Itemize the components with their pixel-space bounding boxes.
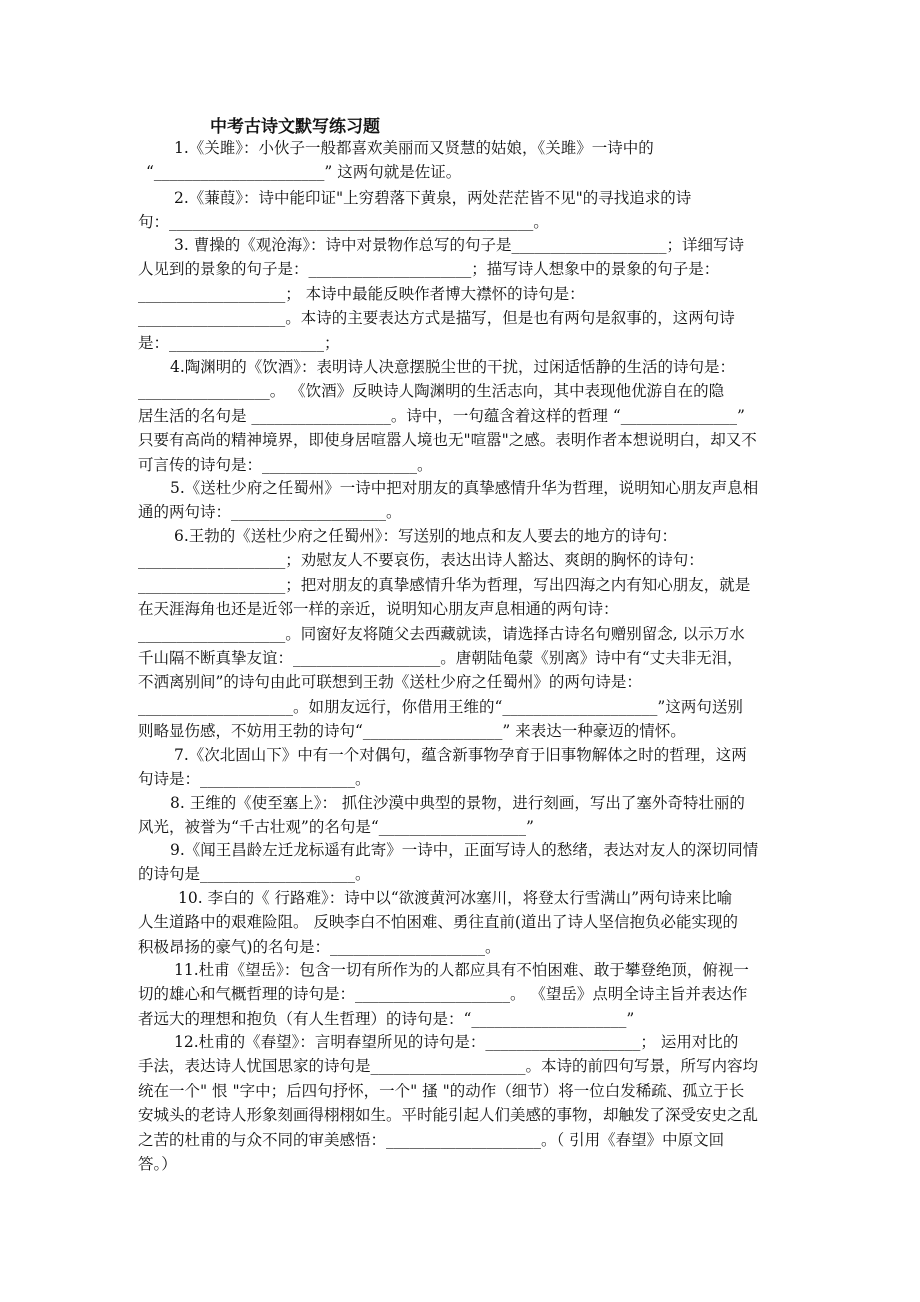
question-line: 千山隔不断真挚友谊：___________________。唐朝陆龟蒙《别离》诗中有“丈夫非无泪， — [138, 648, 743, 667]
question-2 — [138, 186, 798, 235]
question-line: 统在一个" 恨 "字中；后四句抒怀，一个" 搔 "的动作（细节）将一位白发稀疏、孤立于长 — [138, 1081, 745, 1100]
question-line: 10. 李白的《 行路难》：诗中以“欲渡黄河冰塞川，将登太行雪满山”两句诗来比喻 — [178, 889, 733, 907]
question-line: ___________________； 本诗中最能反映作者博大襟怀的诗句是： — [138, 284, 585, 303]
question-line: ___________________；把对朋友的真挚感情升华为哲理，写出四海之内有知心朋友，就是 — [138, 575, 751, 594]
question-line: 7.《次北固山下》中有一个对偶句，蕴含新事物孕育于旧事物解体之时的哲理，这两 — [174, 746, 747, 764]
question-line: 则略显伤感，不妨用王勃的诗句“__________________” 来表达一种豪迈的情怀。 — [138, 722, 686, 741]
question-line: 4.陶渊明的《饮酒》：表明诗人决意摆脱尘世的干扰，过闲适恬静的生活的诗句是： — [170, 358, 736, 376]
question-4 — [138, 355, 798, 477]
question-line: 只要有高尚的精神境界，即使身居喧嚣人境也无"喧嚣"之感。表明作者本想说明白，却又不 — [138, 431, 757, 450]
question-line: 9.《闻王昌龄左迁龙标遥有此寄》一诗中，正面写诗人的愁绪，表达对友人的深切同情 — [170, 841, 759, 859]
question-line: 居生活的名句是 __________________。诗中，一句蕴含着这样的哲理 “_______________” — [138, 406, 745, 425]
question-line: ___________________；劝慰友人不要哀伤，表达出诗人豁达、爽朗的胸怀的诗句： — [138, 551, 704, 570]
question-line: 不洒离别间”的诗句由此可联想到王勃《送杜少府之任蜀州》的两句诗是： — [138, 673, 642, 692]
question-line: 积极昂扬的豪气)的名句是：____________________。 — [138, 937, 501, 956]
question-line: 安城头的老诗人形象刻画得栩栩如生。平时能引起人们美感的事物，却触发了深受安史之乱 — [138, 1106, 759, 1125]
question-7 — [138, 743, 798, 792]
question-line: 12.杜甫的《春望》：言明春望所见的诗句是：____________________； 运用对比的 — [174, 1033, 739, 1051]
question-line: ___________________。同窗好友将随父去西藏就读，请选择古诗名句赠别留念, 以示万水 — [138, 624, 745, 643]
question-line: 3. 曹操的《观沧海》：诗中对景物作总写的句子是____________________；详细写诗 — [174, 236, 744, 254]
question-line: 8. 王维的《使至塞上》： 抓住沙漠中典型的景物，进行刻画，写出了塞外奇特壮丽的 — [170, 794, 745, 812]
question-line: 11.杜甫《望岳》：包含一切有所作为的人都应具有不怕困难、敢于攀登绝顶，俯视一 — [174, 961, 749, 979]
question-line: 的诗句是____________________。 — [138, 865, 371, 884]
question-line: 句诗是：____________________。 — [138, 770, 371, 789]
question-10 — [138, 886, 798, 959]
question-11 — [138, 958, 798, 1031]
question-line: 答。） — [138, 1154, 177, 1173]
question-line: 人见到的景象的句子是：_____________________；描写诗人想象中的景象的句子是： — [138, 260, 720, 279]
question-9 — [138, 838, 798, 887]
question-6 — [138, 524, 798, 744]
question-1 — [138, 136, 798, 185]
question-line: “______________________” 这两句就是佐证。 — [146, 163, 462, 182]
question-line: 手法，表达诗人忧国思家的诗句是____________________。本诗的前四句写景，所写内容均 — [138, 1057, 759, 1076]
page-title: 中考古诗文默写练习题 — [210, 117, 380, 137]
question-line: 切的雄心和气概哲理的诗句是：____________________。 《望岳》点明全诗主旨并表达作 — [138, 985, 748, 1004]
question-line: 5.《送杜少府之任蜀州》一诗中把对朋友的真挚感情升华为哲理，说明知心朋友声息相 — [170, 479, 759, 497]
question-line: 2.《蒹葭》：诗中能印证"上穷碧落下黄泉，两处茫茫皆不见"的寻找追求的诗 — [174, 189, 692, 207]
question-line: 风光，被誉为“千古壮观”的名句是“___________________” — [138, 818, 534, 837]
question-12 — [138, 1030, 798, 1176]
question-line: 者远大的理想和抱负（有人生哲理）的诗句是：“____________________” — [138, 1009, 635, 1028]
question-line: 人生道路中的艰难险阻。 反映李白不怕困难、勇往直前(道出了诗人坚信抱负必能实现的 — [138, 913, 738, 932]
question-3 — [138, 233, 798, 355]
question-line: 1.《关雎》：小伙子一般都喜欢美丽而又贤慧的姑娘，《关雎》一诗中的 — [174, 139, 654, 157]
question-line: 可言传的诗句是：____________________。 — [138, 455, 433, 474]
question-line: 是：____________________； — [138, 333, 340, 352]
question-5 — [138, 476, 798, 525]
question-line: ____________________。如朋友远行，你借用王维的“____________________”这两句送别 — [138, 697, 743, 716]
question-line: 句：_______________________________________________。 — [138, 213, 549, 232]
question-line: 在天涯海角也还是近邻一样的亲近，说明知心朋友声息相通的两句诗： — [138, 600, 619, 619]
question-line: _________________。 《饮酒》反映诗人陶渊明的生活志向，其中表现他优游自在的隐 — [138, 382, 725, 401]
question-line: 通的两句诗：____________________。 — [138, 503, 402, 522]
question-line: 6.王勃的《送杜少府之任蜀州》：写送别的地点和友人要去的地方的诗句： — [174, 527, 678, 545]
question-8 — [138, 791, 798, 840]
question-line: 之苦的杜甫的与众不同的审美感悟：____________________。（ 引用《春望》中原文回 — [138, 1130, 725, 1149]
question-line: ___________________。本诗的主要表达方式是描写，但是也有两句是叙事的，这两句诗 — [138, 309, 735, 328]
